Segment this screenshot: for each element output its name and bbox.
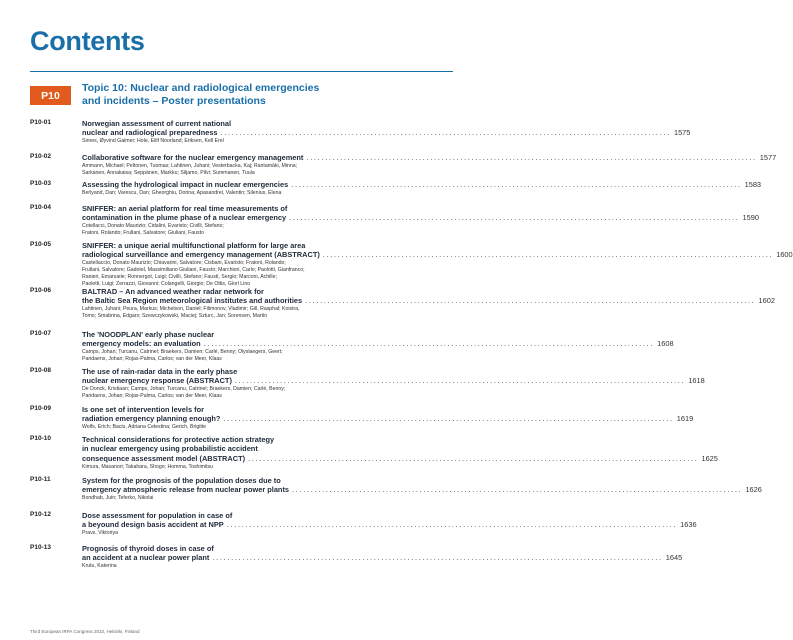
entry-title-line: the Baltic Sea Region meteorological institutes and authorities	[82, 296, 303, 306]
entry-page-number[interactable]: 1626	[745, 485, 762, 495]
entry-page-number[interactable]: 1618	[688, 376, 705, 386]
entry-author-line: Krutu, Katerina	[82, 563, 117, 570]
entry-author-line: Cotellacci, Donato Maurizio; Cidalini, Evaristo; Civilli, Stefano;	[82, 223, 224, 230]
dot-leader: ........................................................................................................................	[306, 153, 757, 162]
entry-title-line: emergency models: an evaluation	[82, 339, 201, 349]
entry-code: P10-10	[30, 435, 51, 442]
dot-leader: ........................................................................................................................	[305, 296, 756, 306]
entry-code: P10-08	[30, 367, 51, 374]
dot-leader: ........................................................................................................................	[291, 180, 742, 189]
entry-page-number[interactable]: 1600	[776, 250, 793, 260]
entry-title[interactable]	[82, 435, 718, 463]
entry-title-last-line	[82, 453, 718, 463]
entry-author-line: Kimura, Masanori; Takahara, Shogo; Homma, Toshimitsu	[82, 463, 213, 470]
entry-code: P10-03	[30, 180, 51, 187]
entry-authors	[82, 530, 427, 537]
entry-authors	[82, 223, 427, 237]
entry-authors	[82, 464, 427, 471]
entry-author-line: Sirnes, Øyvind Gaimer; Hole, Eilif Noorland; Eriksen, Kell Erel	[82, 138, 224, 145]
entry-title[interactable]	[82, 204, 759, 223]
entry-title[interactable]	[82, 180, 762, 189]
section-code-badge: P10	[30, 86, 71, 105]
footer-text: Third European IRPA Congress 2010, Helsinki, Finland	[30, 629, 140, 634]
entry-code: P10-06	[30, 287, 51, 294]
entry-body	[82, 367, 705, 400]
entry-title-line: consequence assessment model (ABSTRACT)	[82, 453, 246, 463]
entry-title-last-line	[82, 553, 683, 563]
entry-body	[82, 544, 683, 570]
entry-title-last-line	[82, 213, 759, 223]
entry-code: P10-07	[30, 330, 51, 337]
entry-title-line: SNIFFER: an aerial platform for real time measurements of	[82, 204, 288, 213]
entry-body	[82, 180, 762, 197]
entry-code: P10-09	[30, 405, 51, 412]
entry-title-line: radiological surveillance and emergency management (ABSTRACT)	[82, 250, 320, 260]
entry-title[interactable]	[82, 511, 697, 530]
entry-page-number[interactable]: 1625	[701, 453, 718, 463]
entry-title-line: Norwegian assessment of current national	[82, 119, 232, 128]
section-title	[82, 82, 362, 108]
entry-body	[82, 330, 674, 363]
entry-page-number[interactable]: 1602	[758, 296, 775, 306]
entry-title-line: nuclear emergency response (ABSTRACT)	[82, 376, 232, 386]
entry-authors	[82, 495, 427, 502]
entry-body	[82, 119, 691, 145]
entry-authors	[82, 349, 427, 363]
entry-title-line: emergency atmospheric release from nuclear power plants	[82, 485, 290, 495]
entry-author-line: Lahtinen, Juhani; Peura, Markus; Michelson, Daniel; Filimonov, Vladimir; Gill, Rasphal; Koistra,	[82, 306, 300, 313]
entry-title-last-line	[82, 339, 674, 349]
dot-leader: ........................................................................................................................	[220, 128, 671, 138]
entry-body	[82, 405, 694, 431]
entry-title-line: SNIFFER: a unique aerial multifunctional platform for large area	[82, 241, 306, 250]
dot-leader: ........................................................................................................................	[212, 553, 663, 563]
entry-title-line: System for the prognosis of the population doses due to	[82, 476, 281, 485]
entry-authors	[82, 386, 427, 400]
entry-author-line: Tomo; Smabrina, Edgars; Szewczykowski, Maciej; Szturc, Jan; Sorensen, Martin	[82, 313, 268, 320]
entry-page-number[interactable]: 1645	[665, 553, 683, 563]
entry-title-line: Dose assessment for population in case of	[82, 511, 233, 520]
entry-code: P10-04	[30, 204, 51, 211]
entry-title-line: Collaborative software for the nuclear emergency management	[82, 153, 304, 162]
section-title-line: and incidents – Poster presentations	[82, 95, 266, 107]
entry-body	[82, 287, 775, 320]
entry-title-line: an accident at a nuclear power plant	[82, 553, 210, 563]
entry-title-last-line	[82, 376, 705, 386]
entry-body	[82, 241, 793, 288]
entry-author-line: Pravs, Viktoriya	[82, 530, 118, 537]
dot-leader: ........................................................................................................................	[322, 250, 774, 260]
entry-title-line: radiation emergency planning enough?	[82, 414, 221, 424]
entry-page-number[interactable]: 1590	[742, 213, 759, 223]
entry-title-line: contamination in the plume phase of a nuclear emergency	[82, 213, 287, 223]
entry-title-last-line	[82, 250, 793, 260]
entry-page-number[interactable]: 1575	[673, 128, 691, 138]
dot-leader: ........................................................................................................................	[234, 376, 686, 386]
dot-leader: ........................................................................................................................	[223, 414, 674, 424]
entry-title-last-line	[82, 296, 775, 306]
section-title-line: Topic 10: Nuclear and radiological emergencies	[82, 82, 320, 94]
entry-title-line: a beyound design basis accident at NPP	[82, 520, 224, 530]
entry-author-line: Camps, Johan; Turcanu, Catrinel; Braekers, Damien; Carlé, Benny; Olyslaegers, Geert;	[82, 349, 283, 356]
entry-author-line: De Donck, Kristiaan; Camps, Johan; Turcanu, Catrinel; Braekers, Damien; Carlé, Benny;	[82, 386, 286, 393]
entry-code: P10-01	[30, 119, 51, 126]
entry-author-line: Wolfs, Erich; Baciu, Adriana Celestina; Gerich, Brigitte	[82, 424, 207, 431]
entry-title-last-line	[82, 414, 694, 424]
entry-title[interactable]	[82, 405, 694, 424]
entry-author-line: Paridaens, Johan; Rojas-Palma, Carlos; van der Meer, Klaas	[82, 393, 222, 400]
dot-leader: ........................................................................................................................	[248, 453, 699, 463]
entry-page-number[interactable]: 1577	[759, 153, 777, 162]
entry-author-line: Paridaens, Johan; Rojas-Palma, Carlos; van der Meer, Klaas	[82, 356, 222, 363]
entry-body	[82, 476, 762, 502]
entry-page-number[interactable]: 1608	[657, 339, 674, 349]
entry-authors	[82, 424, 427, 431]
entry-code: P10-12	[30, 511, 51, 518]
entry-title-line: BALTRAD – An advanced weather radar network for	[82, 287, 264, 296]
entry-title-line: The 'NOODPLAN' early phase nuclear	[82, 330, 215, 339]
entry-title-line: Assessing the hydrological impact in nuclear emergencies	[82, 180, 289, 189]
entry-author-line: Ammann, Michael; Peltonen, Tuomas; Lahtinen, Juhani; Vesterbacka, Kaj; Rantamäki, Minna;	[82, 162, 298, 169]
dot-leader: ........................................................................................................................	[226, 520, 678, 530]
entry-title-line: The use of rain-radar data in the early phase	[82, 367, 238, 376]
entry-author-line: Sarkanen, Annakaisa; Seppänen, Markku; Siljamo, Pilvi; Summanen, Tuula	[82, 169, 255, 176]
entry-authors	[82, 260, 427, 287]
entry-author-line: Paoletti, Luigi; Zerrazzi, Giovanni; Colangelli, Giorgio; De Ottis, Giorl Lino	[82, 280, 251, 287]
entry-code: P10-11	[30, 476, 51, 483]
entry-authors	[82, 138, 427, 145]
entry-title[interactable]	[82, 119, 691, 138]
entry-page-number[interactable]: 1636	[680, 520, 697, 530]
entry-body	[82, 511, 697, 537]
dot-leader: ........................................................................................................................	[292, 485, 743, 495]
entry-title[interactable]	[82, 330, 674, 349]
entry-body	[82, 435, 718, 471]
entry-author-line: Ranieri, Emanuele; Ronnergot, Luigi; Civilli, Stefano; Fausti, Sergio; Marconi, Achille;	[82, 273, 277, 280]
entry-code: P10-02	[30, 153, 51, 160]
entry-author-line: Frullani, Salvatore; Gadotel, Massimiliano Giuliani, Fausto; Marchiori, Carlo; Paolotti, Gianfranco;	[82, 267, 305, 274]
entry-title[interactable]	[82, 367, 705, 386]
entry-title[interactable]	[82, 476, 762, 495]
page-title: Contents	[30, 26, 145, 56]
entry-title-line: Prognosis of thyroid doses in case of	[82, 544, 214, 553]
entry-title-last-line	[82, 520, 697, 530]
entry-page-number[interactable]: 1619	[676, 414, 694, 424]
entry-title-last-line	[82, 128, 691, 138]
entry-title-line: nuclear and radiological preparedness	[82, 128, 218, 138]
entry-title-last-line	[82, 153, 777, 162]
dot-leader: ........................................................................................................................	[289, 213, 740, 223]
entry-title-last-line	[82, 485, 762, 495]
entry-code: P10-13	[30, 544, 51, 551]
entry-page-number[interactable]: 1583	[744, 180, 762, 189]
entry-authors	[82, 163, 427, 177]
entry-title[interactable]	[82, 287, 775, 306]
entry-title[interactable]	[82, 544, 683, 563]
entry-author-line: Bondhab, Juin; Teferko, Nikolai	[82, 495, 154, 502]
title-divider	[30, 71, 453, 72]
entry-title[interactable]	[82, 241, 793, 260]
entry-body	[82, 204, 759, 237]
entry-title[interactable]	[82, 153, 777, 162]
entry-title-line: in nuclear emergency using probabilistic accident	[82, 444, 258, 454]
entry-body	[82, 153, 777, 177]
dot-leader: ........................................................................................................................	[203, 339, 655, 349]
entry-authors	[82, 306, 427, 320]
entry-authors	[82, 563, 427, 570]
entry-title-line: Technical considerations for protective action strategy	[82, 435, 275, 444]
entry-author-line: Castellaccio, Donato Maurizio; Chiavarini, Salvatore; Cisbani, Evaristo; Fratoni, Rolando;	[82, 260, 286, 267]
entry-code: P10-05	[30, 241, 51, 248]
entry-author-line: Berlyand, Dan; Varescu, Dan; Gheorghiu, Dorina; Apasandrei, Valentin; Silenius, Elena	[82, 189, 282, 196]
entry-author-line: Fratoni, Rolando; Frullani, Salvatore; Giuliani, Fausto	[82, 230, 204, 237]
entry-authors	[82, 190, 427, 197]
entry-title-line: Is one set of intervention levels for	[82, 405, 204, 414]
entry-title-last-line	[82, 180, 762, 189]
